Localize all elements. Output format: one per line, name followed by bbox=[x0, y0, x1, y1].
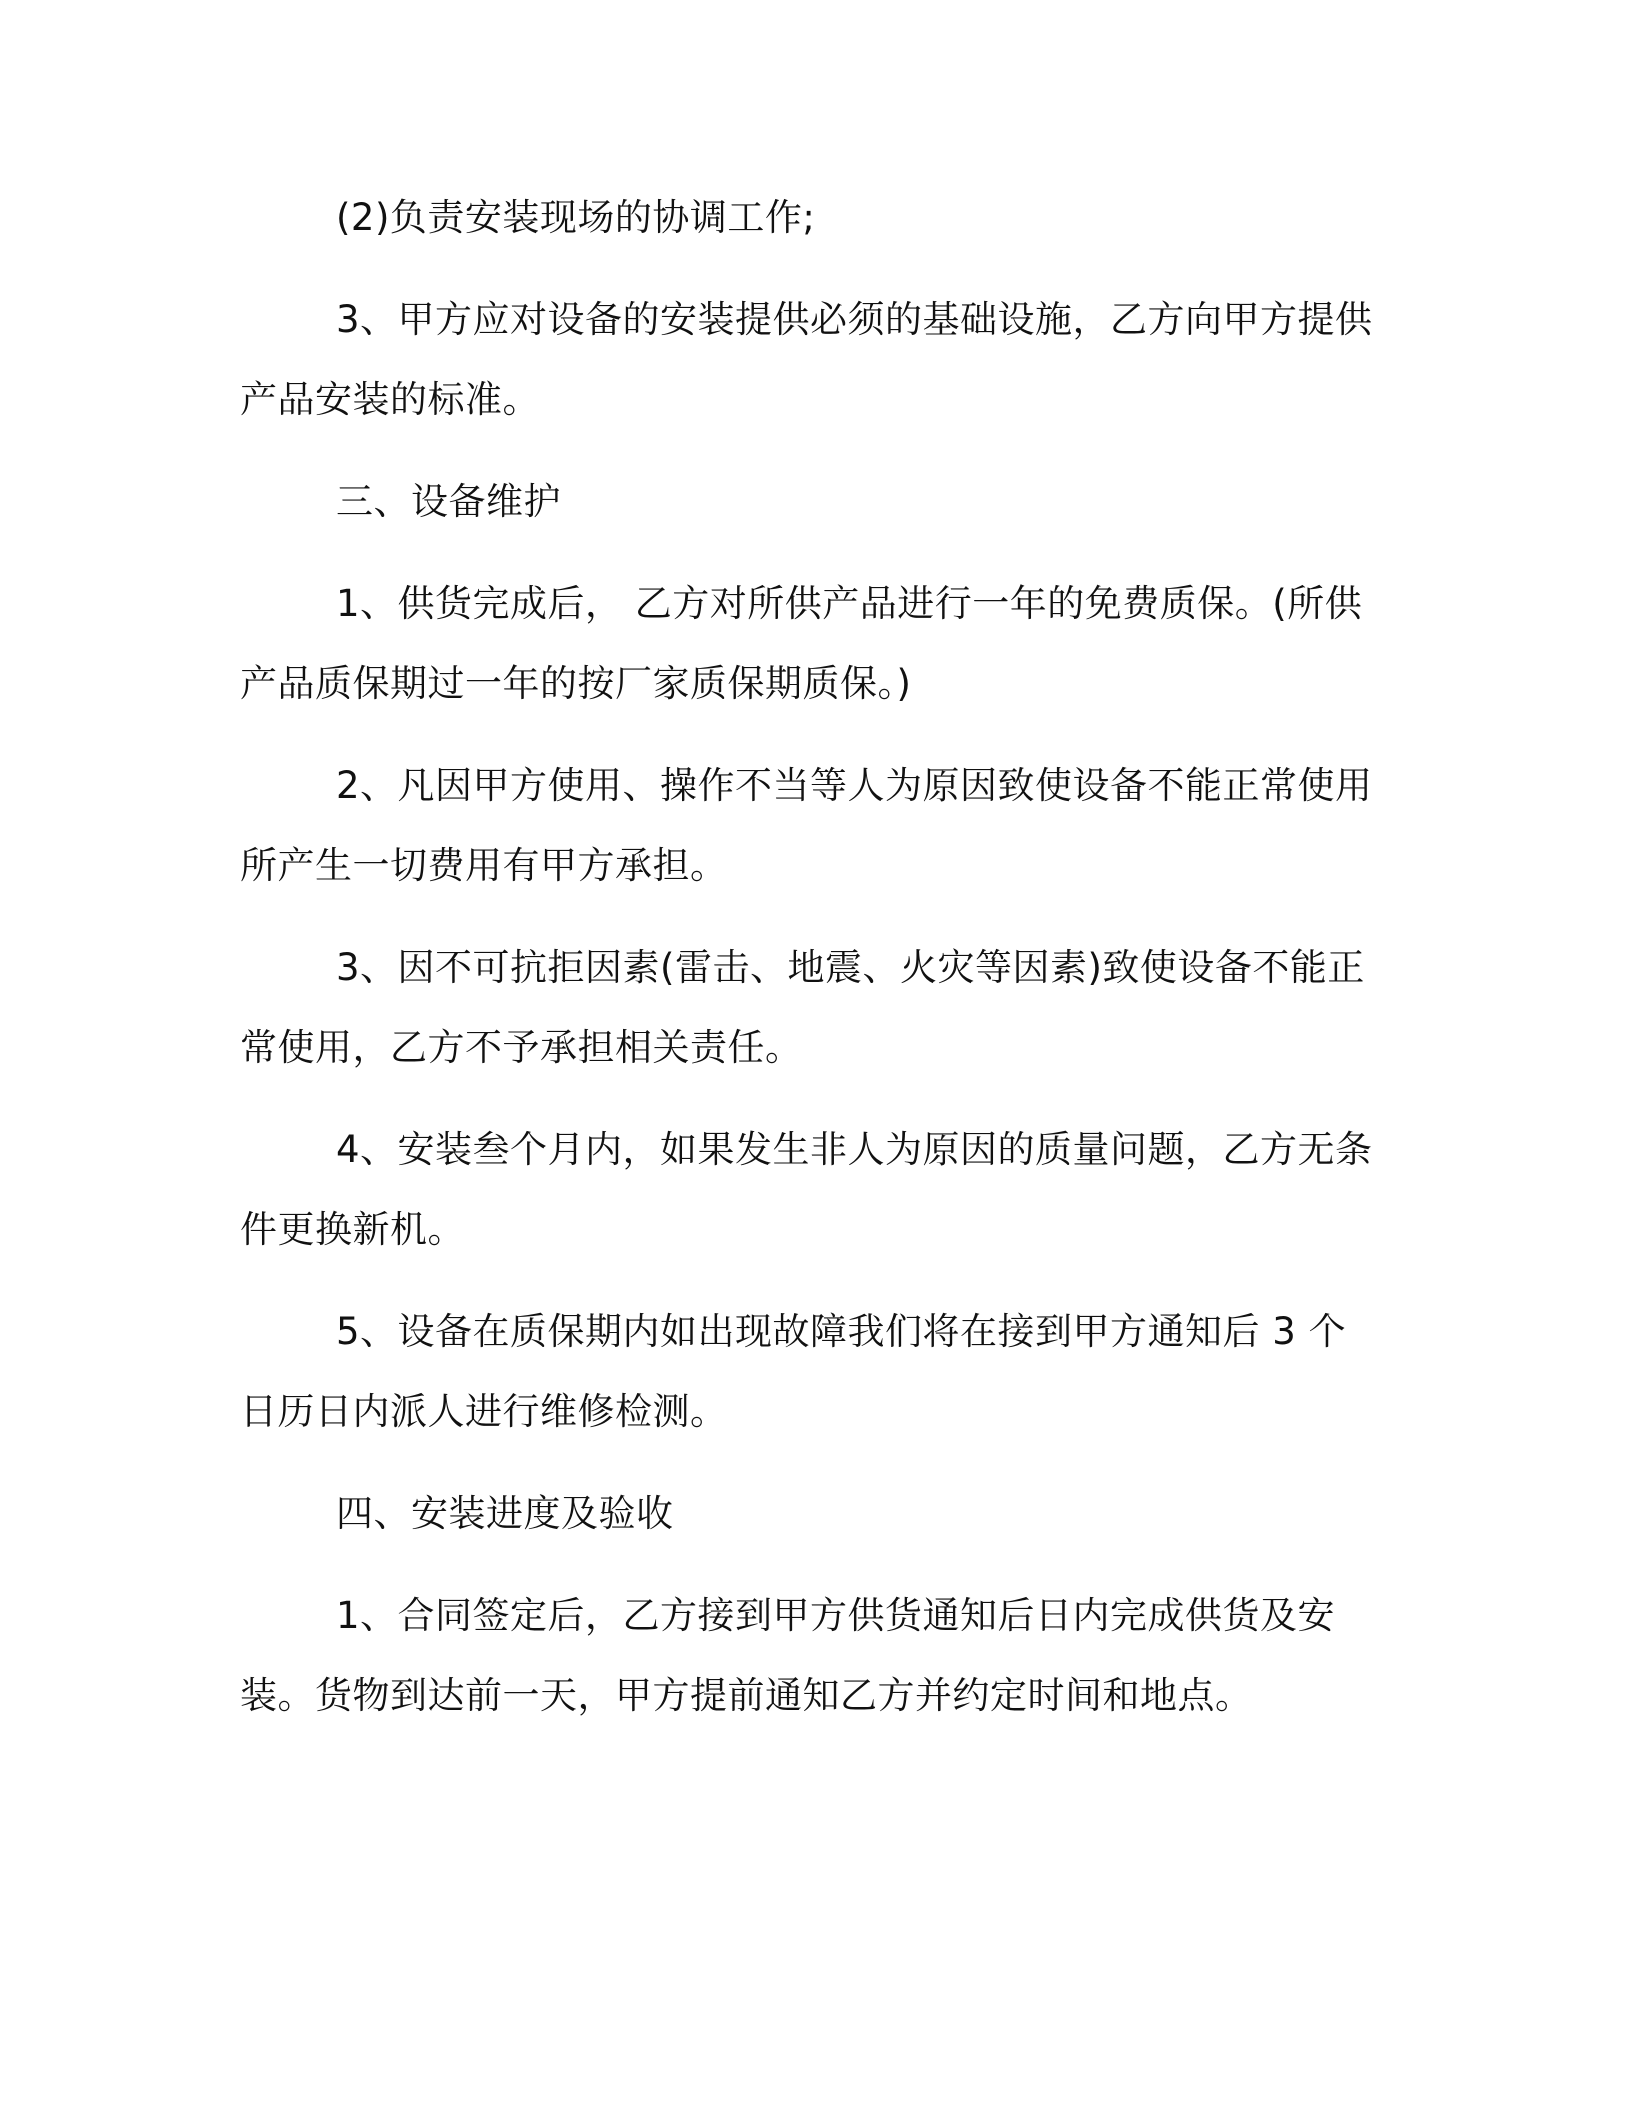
paragraph-replacement: 4、安装叁个月内，如果发生非人为原因的质量问题，乙方无条件更换新机。 bbox=[240, 1128, 1373, 1251]
paragraph-gap bbox=[240, 906, 1380, 928]
section-heading-maintenance: 三、设备维护 bbox=[336, 480, 561, 523]
paragraph-repair-response: 5、设备在质保期内如出现故障我们将在接到甲方通知后 3 个日历日内派人进行维修检测。 bbox=[240, 1310, 1347, 1433]
paragraph-delivery-installation: 1、合同签定后，乙方接到甲方供货通知后日内完成供货及安装。货物到达前一天，甲方提前通知乙方并约定时间和地点。 bbox=[240, 1594, 1336, 1717]
paragraph-gap bbox=[240, 542, 1380, 564]
paragraph-gap bbox=[240, 440, 1380, 462]
paragraph-gap bbox=[240, 1554, 1380, 1576]
section-heading-schedule-acceptance: 四、安装进度及验收 bbox=[336, 1492, 674, 1535]
paragraph-force-majeure: 3、因不可抗拒因素(雷击、地震、火灾等因素)致使设备不能正常使用，乙方不予承担相关责任。 bbox=[240, 946, 1365, 1069]
paragraph-gap bbox=[240, 1452, 1380, 1474]
paragraph-gap bbox=[240, 724, 1380, 746]
paragraph-infrastructure: 3、甲方应对设备的安装提供必须的基础设施，乙方向甲方提供产品安装的标准。 bbox=[240, 298, 1373, 421]
paragraph-gap bbox=[240, 258, 1380, 280]
paragraph-improper-use: 2、凡因甲方使用、操作不当等人为原因致使设备不能正常使用所产生一切费用有甲方承担。 bbox=[240, 764, 1373, 887]
paragraph-warranty: 1、供货完成后， 乙方对所供产品进行一年的免费质保。(所供产品质保期过一年的按厂家质保期质保。) bbox=[240, 582, 1363, 705]
paragraph-install-coordination: (2)负责安装现场的协调工作; bbox=[336, 196, 816, 239]
paragraph-gap bbox=[240, 1088, 1380, 1110]
paragraph-gap bbox=[240, 1270, 1380, 1292]
document-body bbox=[240, 178, 1380, 1736]
